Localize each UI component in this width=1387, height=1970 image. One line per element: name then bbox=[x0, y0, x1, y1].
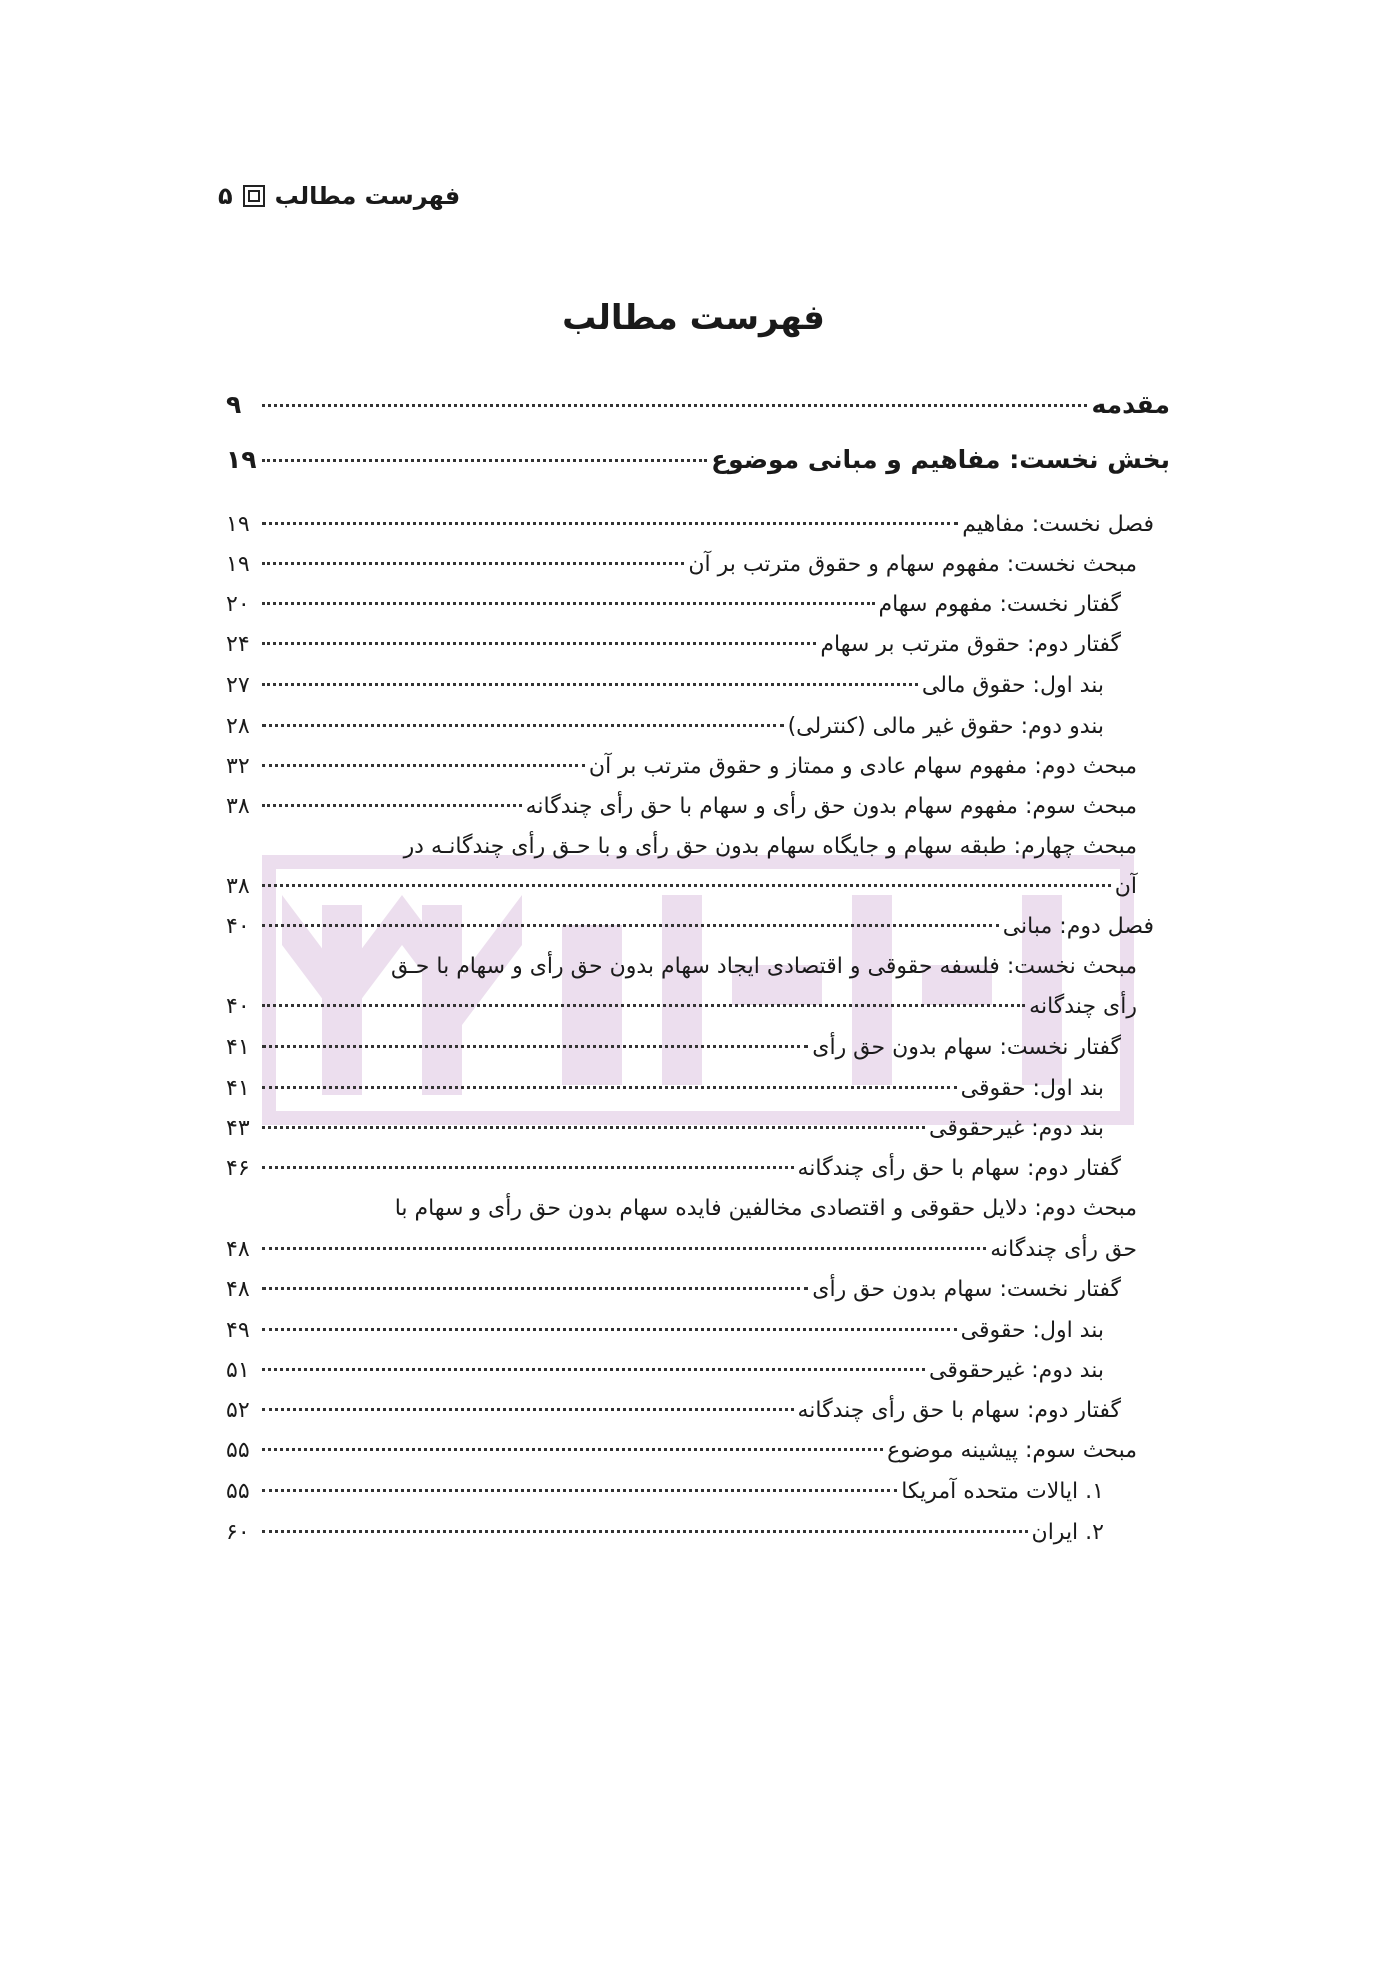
toc-entry[interactable]: بندو دوم: حقوق غیر مالی (کنترلی) ۲۸ bbox=[226, 714, 1104, 739]
toc-entry[interactable]: فصل نخست: مفاهیم ۱۹ bbox=[226, 512, 1154, 537]
running-header bbox=[218, 182, 460, 210]
toc-entry[interactable]: گفتار نخست: مفهوم سهام ۲۰ bbox=[226, 592, 1121, 617]
page-title: فهرست مطالب bbox=[562, 298, 825, 338]
toc-entry[interactable]: مبحث نخست: مفهوم سهام و حقوق مترتب بر آن ۱۹ bbox=[226, 552, 1137, 577]
toc-entry[interactable]: مبحث سوم: مفهوم سهام بدون حق رأی و سهام با حق رأی چندگانه ۳۸ bbox=[226, 794, 1137, 819]
toc-entry[interactable]: مقدمه ۹ bbox=[226, 390, 1170, 419]
toc-entry[interactable]: ۲. ایران ۶۰ bbox=[226, 1520, 1104, 1545]
toc-entry[interactable]: فصل دوم: مبانی ۴۰ bbox=[226, 914, 1154, 939]
toc-entry[interactable]: رأی چندگانه ۴۰ bbox=[226, 994, 1137, 1019]
running-header-page-number: ۵ bbox=[218, 182, 233, 210]
square-ornament-icon bbox=[243, 185, 265, 207]
toc-entry[interactable]: گفتار دوم: حقوق مترتب بر سهام ۲۴ bbox=[226, 632, 1121, 657]
toc-entry[interactable]: بند دوم: غیرحقوقی ۴۳ bbox=[226, 1116, 1104, 1141]
toc-entry[interactable]: بند اول: حقوق مالی ۲۷ bbox=[226, 673, 1104, 698]
running-header-title: فهرست مطالب bbox=[274, 182, 461, 210]
toc-entry-first-line: مبحث چهارم: طبقه سهام و جایگاه سهام بدون حق رأی و با حـق رأی چندگانـه در bbox=[403, 834, 1137, 859]
toc-entry[interactable]: بند دوم: غیرحقوقی ۵۱ bbox=[226, 1358, 1104, 1383]
toc-entry[interactable]: گفتار نخست: سهام بدون حق رأی ۴۸ bbox=[226, 1277, 1121, 1302]
toc-entry[interactable]: مبحث دوم: مفهوم سهام عادی و ممتاز و حقوق مترتب بر آن ۳۲ bbox=[226, 754, 1137, 779]
toc-entry-first-line: مبحث نخست: فلسفه حقوقی و اقتصادی ایجاد سهام بدون حق رأی و سهام با حـق bbox=[390, 954, 1137, 979]
toc-entry-first-line: مبحث دوم: دلایل حقوقی و اقتصادی مخالفین فایده سهام بدون حق رأی و سهام با bbox=[394, 1196, 1137, 1221]
toc-entry[interactable]: گفتار نخست: سهام بدون حق رأی ۴۱ bbox=[226, 1035, 1121, 1060]
toc-entry[interactable]: آن ۳۸ bbox=[226, 874, 1137, 899]
toc-entry[interactable]: مبحث سوم: پیشینه موضوع ۵۵ bbox=[226, 1438, 1137, 1463]
toc-entry[interactable]: گفتار دوم: سهام با حق رأی چندگانه ۵۲ bbox=[226, 1398, 1121, 1423]
toc-entry[interactable]: بند اول: حقوقی ۴۹ bbox=[226, 1318, 1104, 1343]
toc-entry[interactable]: بند اول: حقوقی ۴۱ bbox=[226, 1076, 1104, 1101]
toc-entry[interactable]: ۱. ایالات متحده آمریکا ۵۵ bbox=[226, 1479, 1104, 1504]
toc-entry[interactable]: حق رأی چندگانه ۴۸ bbox=[226, 1237, 1137, 1262]
toc-entry[interactable]: گفتار دوم: سهام با حق رأی چندگانه ۴۶ bbox=[226, 1156, 1121, 1181]
toc-entry[interactable]: بخش نخست: مفاهیم و مبانی موضوع ۱۹ bbox=[226, 445, 1170, 474]
